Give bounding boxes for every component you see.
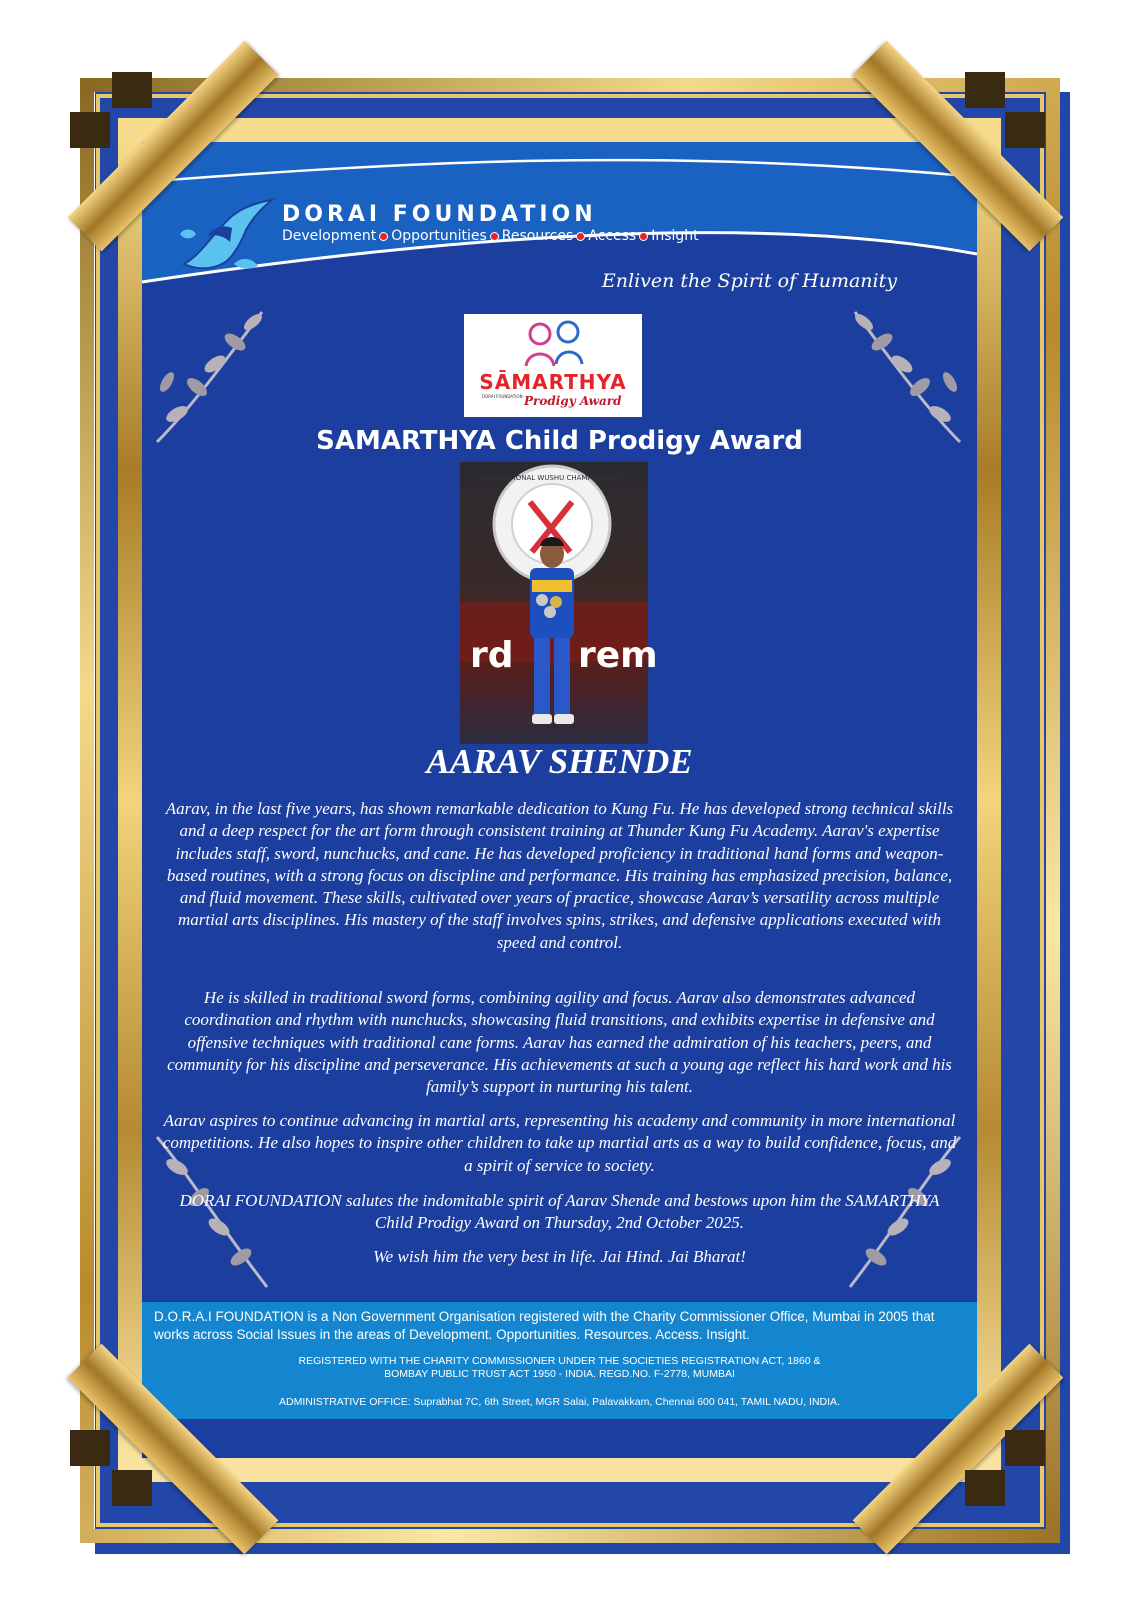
tagline-dot-icon <box>639 232 648 241</box>
dolphin-logo-icon <box>172 194 282 284</box>
citation-paragraph-1: Aarav, in the last five years, has shown remarkable dedication to Kung Fu. He has developed strong technical skills and a deep respect for the art form through consistent training at Thunder Kung Fu Academy. Aarav's expertise includes staff, sword, nunchucks, and cane. He has developed proficiency in traditional hand forms and weapon-based routines, with a strong focus on discipline and performance. His training has emphasized precision, balance, and fluid movement. These skills, cultivated over years of practice, showcase Aarav’s versatility across multiple martial arts disciplines. His mastery of the staff involves spins, strikes, and defensive applications executed with speed and control. <box>165 799 954 952</box>
tagline-dot-icon <box>576 232 585 241</box>
footer-registration-line: REGISTERED WITH THE CHARITY COMMISSIONER UNDER THE SOCIETIES REGISTRATION ACT, 1860 & <box>298 1355 821 1367</box>
organisation-name: DORAI FOUNDATION <box>282 202 597 227</box>
badge-subtitle: Prodigy Award <box>524 394 622 408</box>
ribbon-end-icon <box>112 1470 152 1506</box>
ribbon-end-icon <box>965 1470 1005 1506</box>
certificate-footer <box>142 1302 977 1419</box>
citation-paragraph-3: Aarav aspires to continue advancing in martial arts, representing his academy and community in more international competitions. He also hopes to inspire other children to take up martial arts as a way to build confidence, focus, and a spirit of service to society. <box>162 1111 957 1175</box>
footer-registration-line: BOMBAY PUBLIC TRUST ACT 1950 - INDIA. REGD.NO. F-2778, MUMBAI <box>384 1368 735 1380</box>
citation-paragraph-4: DORAI FOUNDATION salutes the indomitable spirit of Aarav Shende and bestows upon him the SAMARTHYA Child Prodigy Award on Thursday, 2nd October 2025. <box>179 1191 940 1233</box>
footer-registration <box>142 1355 977 1381</box>
tagline-item: Resources <box>501 228 574 244</box>
badge-small-text: DORAI FOUNDATION <box>482 394 523 399</box>
footer-address: ADMINISTRATIVE OFFICE: Suprabhat 7C, 6th Street, MGR Salai, Palavakkam, Chennai 600 041, TAMIL NADU, INDIA. <box>279 1396 840 1408</box>
photo-banner-text: INTERNATIONAL WUSHU CHAMPIONSHIPS <box>479 474 625 482</box>
certificate-panel <box>142 142 977 1458</box>
ribbon-end-icon <box>1005 112 1045 148</box>
badge-title <box>464 370 642 394</box>
recipient-name: AARAV SHENDE <box>426 742 693 781</box>
ribbon-end-icon <box>1005 1430 1045 1466</box>
tagline-item: Access <box>588 228 637 244</box>
citation-paragraph-2: He is skilled in traditional sword forms, combining agility and focus. Aarav also demonstrates advanced coordination and rhythm with nunchucks, showcasing fluid transitions, and exhibits expertise in defensive and offensive techniques with traditional cane forms. Aarav has earned the admiration of his teachers, peers, and community for his discipline and perseverance. His achievements at such a young age reflect his hard work and his family’s support in nurturing his talent. <box>167 988 952 1097</box>
recipient-photo <box>460 462 658 744</box>
ribbon-end-icon <box>70 1430 110 1466</box>
tagline-item: Insight <box>651 228 699 244</box>
ribbon-end-icon <box>112 72 152 108</box>
tagline-dot-icon <box>490 232 499 241</box>
badge-title-text: SĀMARTHYA <box>479 370 627 394</box>
recipient-photo-image <box>460 462 658 744</box>
award-title: SAMARTHYA Child Prodigy Award <box>316 426 803 456</box>
svg-text:rem: rem <box>578 635 658 676</box>
citation-closing: We wish him the very best in life. Jai Hind. Jai Bharat! <box>373 1247 746 1266</box>
svg-text:rd: rd <box>470 635 514 676</box>
tagline-dot-icon <box>379 232 388 241</box>
children-figures-icon <box>464 314 642 374</box>
ribbon-end-icon <box>965 72 1005 108</box>
samarthya-award-logo <box>464 314 642 417</box>
ribbon-end-icon <box>70 112 110 148</box>
organisation-motto: Enliven the Spirit of Humanity <box>601 270 897 292</box>
organisation-tagline <box>282 228 699 244</box>
tagline-item: Opportunities <box>391 228 487 244</box>
certificate-header <box>142 142 977 302</box>
tagline-item: Development <box>282 228 377 244</box>
footer-description: D.O.R.A.I FOUNDATION is a Non Government Organisation registered with the Charity Commissioner Office, Mumbai in 2005 that works across Social Issues in the areas of Development. Opportunities. Resources. Access. Insight. <box>154 1309 935 1342</box>
